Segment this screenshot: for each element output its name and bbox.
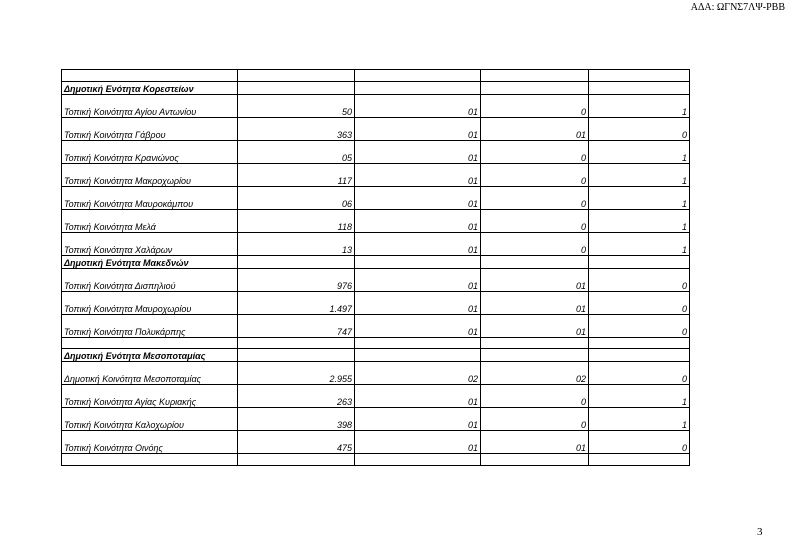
table-row: [62, 315, 690, 338]
value-cell-3: 01: [481, 431, 589, 454]
value-cell-2: 01: [355, 233, 481, 256]
section-title-cell: Δημοτική Ενότητα Κορεστείων: [62, 82, 238, 95]
value-cell-2: [355, 349, 481, 362]
value-cell-2: 02: [355, 362, 481, 385]
value-cell-1: 1.497: [238, 292, 355, 315]
table-row: [62, 292, 690, 315]
value-cell-3: 0: [481, 141, 589, 164]
value-cell-3: [481, 70, 589, 82]
value-cell-4: [589, 256, 690, 269]
value-cell-4: [589, 82, 690, 95]
value-cell-2: 01: [355, 408, 481, 431]
table-row: [62, 141, 690, 164]
value-cell-2: 01: [355, 210, 481, 233]
value-cell-3: 01: [481, 292, 589, 315]
section-row: [62, 82, 690, 95]
table-row: [62, 269, 690, 292]
value-cell-1: 976: [238, 269, 355, 292]
spacer-row: [62, 454, 690, 466]
table-row: [62, 187, 690, 210]
value-cell-2: 01: [355, 95, 481, 118]
table-row: [62, 118, 690, 141]
community-name-cell: Τοπική Κοινότητα Μελά: [62, 210, 238, 233]
value-cell-3: [481, 256, 589, 269]
value-cell-2: 01: [355, 431, 481, 454]
value-cell-3: 0: [481, 164, 589, 187]
table-row: [62, 431, 690, 454]
value-cell-3: 0: [481, 385, 589, 408]
value-cell-3: 01: [481, 118, 589, 141]
value-cell-4: 0: [589, 118, 690, 141]
value-cell-3: 0: [481, 210, 589, 233]
value-cell-2: [355, 82, 481, 95]
value-cell-1: 363: [238, 118, 355, 141]
value-cell-3: 0: [481, 187, 589, 210]
community-name-cell: Τοπική Κοινότητα Αγίου Αντωνίου: [62, 95, 238, 118]
value-cell-4: 0: [589, 269, 690, 292]
value-cell-2: 01: [355, 315, 481, 338]
value-cell-3: [481, 454, 589, 466]
value-cell-2: [355, 454, 481, 466]
community-name-cell: Τοπική Κοινότητα Μαυροχωρίου: [62, 292, 238, 315]
value-cell-4: 0: [589, 292, 690, 315]
value-cell-1: 263: [238, 385, 355, 408]
table-row: [62, 385, 690, 408]
community-name-cell: Τοπική Κοινότητα Χαλάρων: [62, 233, 238, 256]
value-cell-2: [355, 70, 481, 82]
value-cell-2: 01: [355, 385, 481, 408]
community-name-cell: Τοπική Κοινότητα Μαυροκάμπου: [62, 187, 238, 210]
value-cell-4: [589, 70, 690, 82]
value-cell-1: 13: [238, 233, 355, 256]
value-cell-2: 01: [355, 141, 481, 164]
value-cell-4: [589, 338, 690, 349]
spacer-row: [62, 70, 690, 82]
value-cell-1: 2.955: [238, 362, 355, 385]
community-name-cell: Τοπική Κοινότητα Πολυκάρπης: [62, 315, 238, 338]
value-cell-1: 747: [238, 315, 355, 338]
value-cell-1: [238, 338, 355, 349]
community-name-cell: Τοπική Κοινότητα Κρανιώνος: [62, 141, 238, 164]
value-cell-1: [238, 82, 355, 95]
table-row: [62, 95, 690, 118]
community-name-cell: [62, 338, 238, 349]
table-row: [62, 164, 690, 187]
community-name-cell: Δημοτική Κοινότητα Μεσοποταμίας: [62, 362, 238, 385]
value-cell-1: [238, 454, 355, 466]
table-row: [62, 362, 690, 385]
value-cell-4: 1: [589, 408, 690, 431]
community-name-cell: Τοπική Κοινότητα Μακροχωρίου: [62, 164, 238, 187]
community-name-cell: Τοπική Κοινότητα Δισπηλιού: [62, 269, 238, 292]
value-cell-4: [589, 454, 690, 466]
value-cell-3: 0: [481, 233, 589, 256]
value-cell-3: [481, 338, 589, 349]
value-cell-4: 1: [589, 141, 690, 164]
value-cell-3: 02: [481, 362, 589, 385]
community-name-cell: [62, 70, 238, 82]
value-cell-3: 0: [481, 95, 589, 118]
value-cell-4: 1: [589, 95, 690, 118]
table-row: [62, 233, 690, 256]
value-cell-3: 0: [481, 408, 589, 431]
value-cell-4: 1: [589, 187, 690, 210]
value-cell-2: [355, 256, 481, 269]
value-cell-1: 398: [238, 408, 355, 431]
value-cell-1: 117: [238, 164, 355, 187]
value-cell-4: 1: [589, 233, 690, 256]
value-cell-4: 1: [589, 385, 690, 408]
value-cell-4: 1: [589, 164, 690, 187]
communities-table: [61, 69, 690, 466]
community-name-cell: Τοπική Κοινότητα Γάβρου: [62, 118, 238, 141]
value-cell-2: 01: [355, 118, 481, 141]
value-cell-3: 01: [481, 315, 589, 338]
community-name-cell: [62, 454, 238, 466]
community-name-cell: Τοπική Κοινότητα Αγίας Κυριακής: [62, 385, 238, 408]
community-name-cell: Τοπική Κοινότητα Καλοχωρίου: [62, 408, 238, 431]
section-title-cell: Δημοτική Ενότητα Μεσοποταμίας: [62, 349, 238, 362]
page-number: 3: [757, 526, 763, 538]
value-cell-1: [238, 256, 355, 269]
value-cell-4: 0: [589, 362, 690, 385]
value-cell-2: 01: [355, 269, 481, 292]
value-cell-4: 0: [589, 315, 690, 338]
value-cell-1: 05: [238, 141, 355, 164]
value-cell-4: [589, 349, 690, 362]
value-cell-3: [481, 82, 589, 95]
value-cell-1: [238, 349, 355, 362]
value-cell-4: 1: [589, 210, 690, 233]
section-row: [62, 349, 690, 362]
spacer-row: [62, 338, 690, 349]
value-cell-1: 475: [238, 431, 355, 454]
section-row: [62, 256, 690, 269]
value-cell-1: 06: [238, 187, 355, 210]
value-cell-1: [238, 70, 355, 82]
ada-code: ΑΔΑ: ΩΓΝΣ7ΛΨ-ΡΒΒ: [690, 2, 785, 13]
section-title-cell: Δημοτική Ενότητα Μακεδνών: [62, 256, 238, 269]
value-cell-2: 01: [355, 187, 481, 210]
value-cell-4: 0: [589, 431, 690, 454]
value-cell-2: 01: [355, 164, 481, 187]
value-cell-3: 01: [481, 269, 589, 292]
community-name-cell: Τοπική Κοινότητα Οινόης: [62, 431, 238, 454]
value-cell-2: [355, 338, 481, 349]
value-cell-3: [481, 349, 589, 362]
value-cell-2: 01: [355, 292, 481, 315]
value-cell-1: 50: [238, 95, 355, 118]
table-row: [62, 210, 690, 233]
value-cell-1: 118: [238, 210, 355, 233]
table-row: [62, 408, 690, 431]
